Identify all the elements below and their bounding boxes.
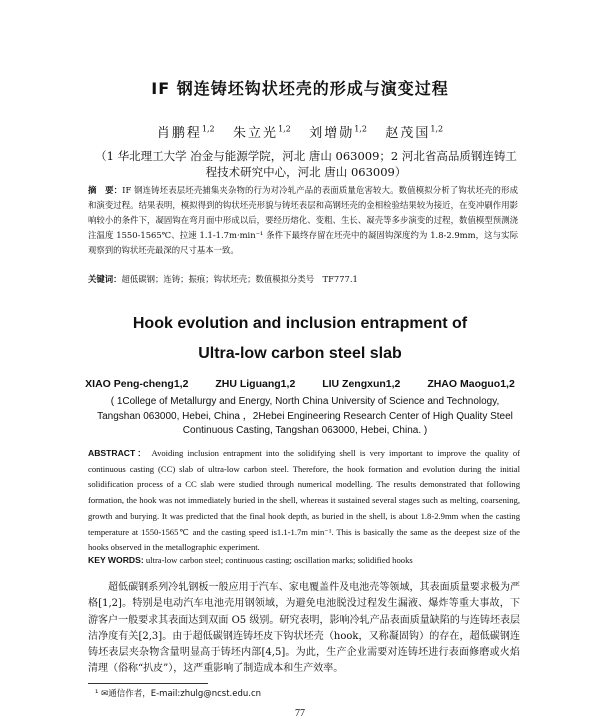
en-affil-line-3: Continuous Casting, Tangshan 063000, Hebei, China. ) bbox=[182, 425, 428, 436]
chinese-authors bbox=[0, 122, 600, 141]
en-abstract-label: ABSTRACT： bbox=[88, 448, 148, 458]
english-abstract bbox=[88, 446, 520, 556]
chinese-title: IF 钢连铸坯钩状坯壳的形成与演变过程 bbox=[151, 79, 449, 98]
cn-author-2: 朱立光$^{1,2}$ bbox=[233, 124, 291, 141]
en-author-4: ZHAO Maoguo1,2 bbox=[427, 378, 515, 390]
cn-keywords-text: 超低碳钢；连铸；振痕；钩状坯壳；数值模拟分类号 TF777.1 bbox=[121, 274, 358, 284]
english-title-line-1: Hook evolution and inclusion entrapment of bbox=[132, 315, 468, 332]
page-number: 77 bbox=[295, 708, 305, 719]
en-author-1: XIAO Peng-cheng1,2 bbox=[85, 378, 189, 390]
cn-abstract-label: 摘 要： bbox=[88, 185, 123, 195]
en-author-3: LIU Zengxun1,2 bbox=[322, 378, 401, 390]
english-authors bbox=[0, 378, 600, 390]
cn-abstract-text: IF 钢连铸坯表层坯壳捕集夹杂物的行为对冷轧产品的表面质量危害较大。数值模拟分析了钩状坯壳的形成和演变过程。结果表明，模拟得到的钩状坯壳形貌与铸坯表层和高钢坯壳的金相检验结果较为接近，在变冲刷作用影响较小的条件下，凝固钩在弯月面中形成以后，要经历熔化、变粗、生长、凝壳等多步演变的过程，数值模型预测浇注温度 1550-1565℃、拉速 1.1-1.7m·min⁻¹ 条件下最终存留在坯壳中的凝固钩深度约为 1.8-2.9mm，这与实际观察到的钩状坯壳最深的尺寸基本一致。 bbox=[88, 185, 518, 255]
chinese-affiliation: （1 华北理工大学 冶金与能源学院，河北 唐山 063009；2 河北省高品质钢连铸工程技术研究中心，河北 唐山 063009） bbox=[95, 149, 517, 179]
english-affiliation bbox=[95, 395, 515, 439]
english-keywords bbox=[88, 555, 520, 565]
cn-keywords-label: 关键词： bbox=[88, 274, 122, 284]
footnote-divider bbox=[88, 683, 208, 684]
en-affil-line-1: ( 1College of Metallurgy and Energy, North China University of Science and Technology, bbox=[110, 396, 500, 407]
en-author-2: ZHU Liguang1,2 bbox=[215, 378, 296, 390]
english-title-line-2: Ultra-low carbon steel slab bbox=[198, 345, 402, 362]
en-keywords-label: KEY WORDS: bbox=[88, 555, 144, 565]
en-affil-line-2: Tangshan 063000, Hebei, China ，2Hebei Engineering Research Center of High Quality Steel bbox=[97, 410, 513, 422]
chinese-keywords bbox=[88, 273, 518, 285]
en-keywords-text: ultra-low carbon steel; continuous casting; oscillation marks; solidified hooks bbox=[145, 555, 413, 565]
cn-author-3: 刘增勋$^{1,2}$ bbox=[309, 124, 367, 141]
cn-author-4: 赵茂国$^{1,2}$ bbox=[385, 124, 444, 141]
en-abstract-text: Avoiding inclusion entrapment into the solidifying shell is very important to improve the quality of continuous casting (CC) slab of ultra-low carbon steel. Therefore, the hook formation and evolution during the initial solidification process of a CC slab were studied through numerical modelling. The results demonstrated that following formation, the hook was not immediately buried in the shell, whereas it sustained several stages such as melting, coarsening, growth and burying. It was predicted that the final hook depth, as buried in the shell, is about 1.8-2.9mm when the casting temperature at 1550-1565℃ and the casting speed is1.1-1.7m min⁻¹. This is basically the same as the deepest size of the hooks observed in the metallographic experiment. bbox=[88, 448, 520, 553]
body-paragraph: 超低碳钢系列冷轧钢板一般应用于汽车、家电覆盖件及电池壳等领域，其表面质量要求极为严格[1,2]。特别是电动汽车电池壳用钢领域，为避免电池脱没过程发生漏液、爆炸等重大事故，下游客户一般要求其表面达到双面 O5 级别。研究表明，影响冷轧产品表面质量缺陷的与连铸坯表层洁净度有关[2,3]。由于超低碳钢连铸坯皮下钩状坯壳（hook，又称凝固钩）的存在，超低碳钢连铸坯表层夹杂物含量明显高于铸坯内部[4,5]。为此，生产企业需要对连铸坯进行表面修磨或火焰清理（俗称“扒皮”），这严重影响了制造成本和生产效率。 bbox=[88, 582, 520, 675]
chinese-abstract bbox=[88, 183, 518, 258]
cn-author-1: 肖鹏程$^{1,2}$ bbox=[156, 124, 215, 141]
footnote-corresponding-author: ¹ ✉通信作者，E-mail:zhulg@ncst.edu.cn bbox=[95, 689, 262, 699]
